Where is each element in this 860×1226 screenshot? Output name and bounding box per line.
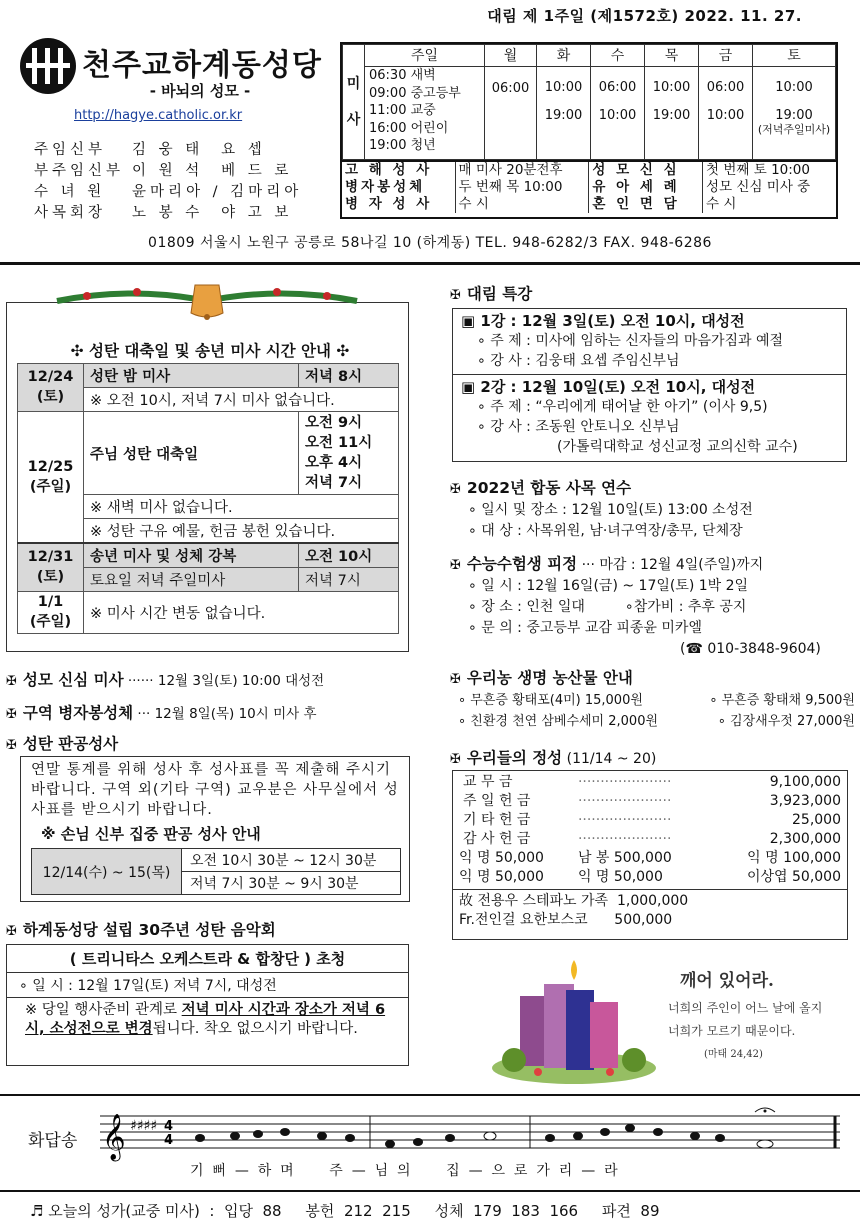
- header-divider: [0, 262, 860, 265]
- christmas-schedule-table: 12/24 (토) 성탄 밤 미사 저녁 8시 ※ 오전 10시, 저녁 7시 미사 없습니다. 12/25 (주일) 주님 성탄 대축일 오전 9시 오전 11시 오후 4시 저녁 7시 ※ 새벽 미사 없습니다. ※ 성탄 구유 예물, 헌금 봉헌 있습니다. 12/31 (토) 송년 미사 및 성체 강복 오전 10시 토요일 저녁 주일미사 저녁 7시 1/1 (주일) ※ 미사 시간 변동 없습니다.: [17, 363, 399, 634]
- confession-box: 연말 통계를 위해 성사 후 성사표를 꼭 제출해 주시기 바랍니다. 구역 외(기타 구역) 교우분은 사무실에서 성사표를 받으시기 바랍니다. ※ 손님 신부 집중 판공 성사 안내 12/14(수) ~ 15(목) 오전 10시 30분 ~ 12시 30분 저녁 7시 30분 ~ 9시 30분: [20, 756, 410, 902]
- mass-schedule-table: 미 사 주일 월 화 수 목 금 토 06:30 새벽 09:00 중고등부 11:00 교중 16:00 어린이 19:00 청년 06:00 10:00 19:00 06:00 10:00 10:00 19:00 06:00 10:00 10:00 19:00 (저녁주일미사): [342, 44, 836, 160]
- advent-lecture-title: ✠ 대림 특강: [450, 285, 533, 303]
- church-name: 천주교하계동성당: [82, 48, 322, 83]
- svg-text:𝄞: 𝄞: [102, 1114, 126, 1160]
- advent-candles-illustration: [484, 956, 664, 1088]
- psalm-label: 화답송: [28, 1131, 78, 1151]
- farm-products: ✠ 우리농 생명 농산물 안내 ∘ 무흔증 황태포(4미) 15,000원 ∘ 무흔증 황태채 9,500원 ∘ 친환경 천연 삼베수세미 2,000원 ∘ 김장새우젓 27,000원: [450, 669, 855, 729]
- hymn-numbers: ♬ 오늘의 성가(교중 미사) : 입당 88 봉헌 212 215 성체 179 183 166 파견 89: [30, 1202, 660, 1220]
- psalm-divider: [0, 1094, 860, 1096]
- offering-table: 교 무 금 ····················· 9,100,000 주 일 헌 금 ····················· 3,923,000 기 타 헌 금 ····················· 25,000 감 사 헌 금 ····················· 2,300,000 익 명 50,000 남 봉 500,000 익 명 100,000 익 명 50,000 익 명 50,000 이상엽 50,000: [459, 774, 841, 885]
- website-link[interactable]: http://hagye.catholic.or.kr: [74, 108, 243, 123]
- psalm-lyrics: 기 뻐 — 하 며 주 — 님 의 집 — 으 로 가 리 — 라: [190, 1163, 618, 1179]
- church-logo-icon: [20, 38, 76, 94]
- patron-name: - 바뇌의 성모 -: [149, 82, 251, 100]
- garland-decoration-icon: [47, 279, 367, 323]
- notice-concert-title: ✠ 하계동성당 설립 30주년 성탄 음악회: [6, 921, 276, 939]
- offering-title: ✠ 우리들의 정성 (11/14 ~ 20): [450, 749, 657, 767]
- issue-info: 대림 제 1주일 (제1572호) 2022. 11. 27.: [487, 7, 802, 25]
- psalm-music-staff: [100, 1106, 840, 1162]
- notice-confession-title: ✠ 성탄 판공성사: [6, 735, 119, 753]
- christmas-title: ✣ 성탄 대축일 및 송년 미사 시간 안내 ✣: [70, 342, 350, 360]
- mass-schedule-box: [340, 42, 838, 219]
- christmas-box: [6, 302, 409, 652]
- notice-marian-mass: ✠ 성모 신심 미사 ······ 12월 3일(토) 10:00 대성전: [6, 671, 325, 689]
- address-line: 01809 서울시 노원구 공릉로 58나길 10 (하계동) TEL. 948-6282/3 FAX. 948-6286: [148, 235, 712, 251]
- scripture-quote: 깨어 있어라. 너희의 주인이 어느 날에 올지 너희가 모르기 때문이다. (마태 24,42): [668, 971, 823, 1060]
- svg-text:4: 4: [164, 1119, 174, 1134]
- svg-text:♯♯♯♯: ♯♯♯♯: [130, 1118, 158, 1134]
- retreat-notice: ✠ 수능수험생 피정 ··· 마감 : 12월 4일(주일)까지 ∘ 일 시 : 12월 16일(금) ~ 17일(토) 1박 2일 ∘ 장 소 : 인천 일대 ∘참가비 : 추후 공지 ∘ 문 의 : 중고등부 교감 피종윤 미카엘 (☎ 010-3848-9604): [450, 555, 821, 657]
- workshop-notice: ✠ 2022년 합동 사목 연수 ∘ 일시 및 장소 : 12월 10일(토) 13:00 소성전 ∘ 대 상 : 사목위원, 남·녀구역장/총무, 단체장: [450, 479, 753, 539]
- sacrament-table: 고 해 성 사 매 미사 20분전후 성 모 신 심 첫 번째 토 10:00 병자봉성체 두 번째 목 10:00 유 아 세 례 성모 신심 미사 중 병 자 성 사 수 시 혼 인 면 담 수 시: [342, 160, 836, 213]
- concert-box: ( 트리니타스 오케스트라 & 합창단 ) 초청 ∘ 일 시 : 12월 17일(토) 저녁 7시, 대성전 ※ 당일 행사준비 관계로 저녁 미사 시간과 장소가 저녁 6시, 소성전으로 변경됩니다. 착오 없으시기 바랍니다.: [6, 944, 409, 1066]
- notice-sick-communion: ✠ 구역 병자봉성체 ··· 12월 8일(목) 10시 미사 후: [6, 704, 317, 722]
- advent-lecture-box: ▣ 1강 : 12월 3일(토) 오전 10시, 대성전 ∘ 주 제 : 미사에 임하는 신자들의 마음가짐과 예절 ∘ 강 사 : 김웅태 요셉 주임신부님 ▣ 2강 : 12월 10일(토) 오전 10시, 대성전 ∘ 주 제 : “우리에게 태어날 한 아기” (이사 9,5) ∘ 강 사 : 조동원 안토니오 신부님 (가톨릭대학교 성신교정 교의신학 교수): [452, 308, 847, 462]
- confession-times: 12/14(수) ~ 15(목) 오전 10시 30분 ~ 12시 30분 저녁 7시 30분 ~ 9시 30분: [31, 848, 401, 895]
- svg-text:4: 4: [164, 1133, 174, 1148]
- offering-box: 교 무 금 ····················· 9,100,000 주 일 헌 금 ····················· 3,923,000 기 타 헌 금 ····················· 25,000 감 사 헌 금 ····················· 2,300,000 익 명 50,000 남 봉 500,000 익 명 100,000 익 명 50,000 익 명 50,000 이상엽 50,000 故 전용우 스테파노 가족 1,000,000 Fr.전인걸 요한보스코 500,000: [452, 770, 848, 940]
- staff-list: 주임신부 김 웅 태 요 셉 부주임신부 이 원 석 베 드 로 수 녀 원 윤마리아 / 김마리아 사목회장 노 봉 수 야 고 보: [34, 142, 303, 221]
- footer-divider: [0, 1190, 860, 1192]
